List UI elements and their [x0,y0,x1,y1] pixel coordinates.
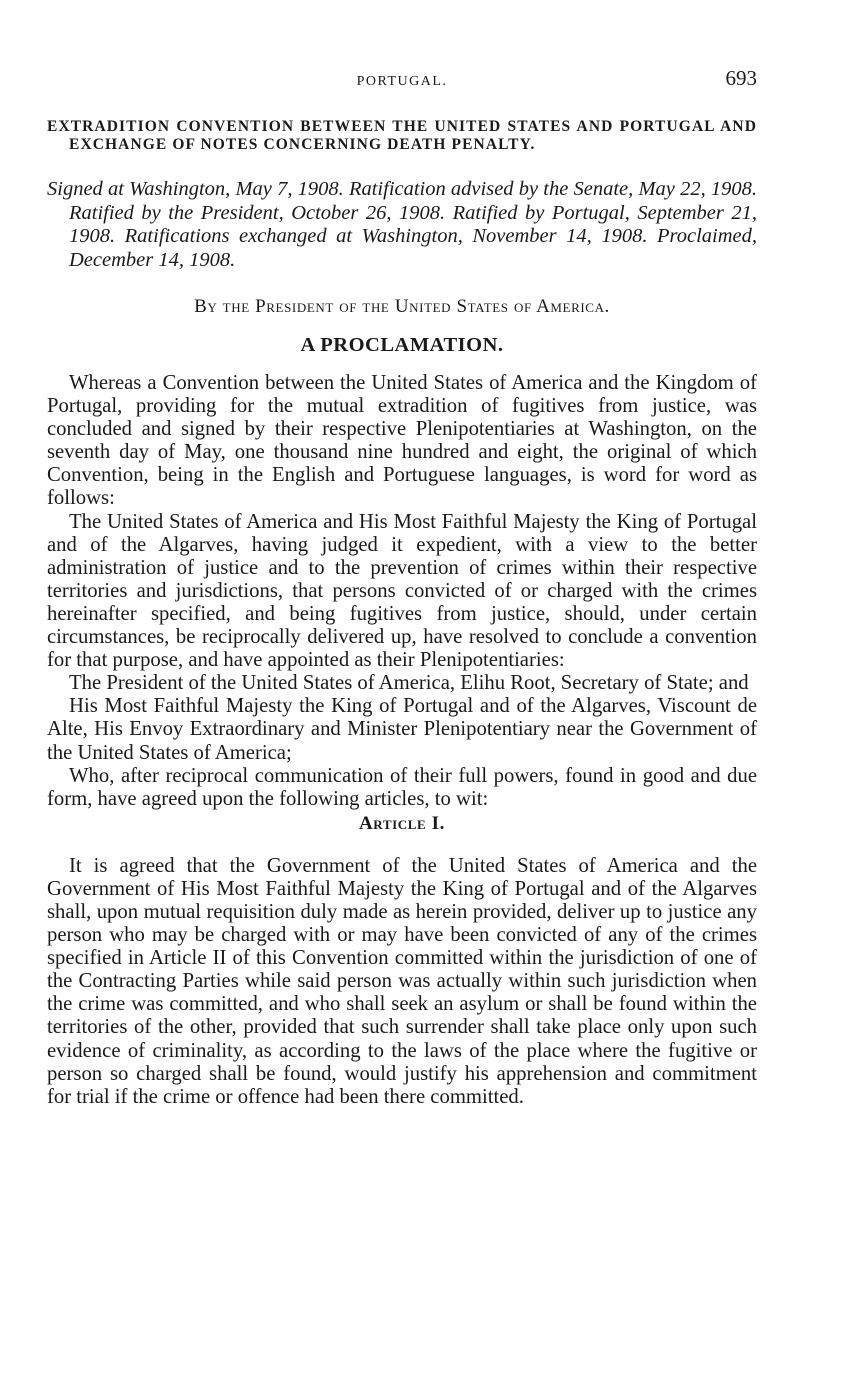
paragraph-whereas: Whereas a Convention between the United States of America and the Kingdom of Portugal, providing for the mutual extradition of fugitives from justice, was concluded and signed by their respective Plenipotentiaries at Washington, on the seventh day of May, one thousand nine hundred and eight, the original of which Convention, being in the English and Portuguese languages, is word for word as follows: [47,372,757,510]
article-1-heading: Article I. [358,812,445,834]
running-header [47,64,757,100]
paragraph-us-plenipotentiary: The President of the United States of America, Elihu Root, Secretary of State; and [69,672,749,695]
paragraph-portugal-plenipotentiary: His Most Faithful Majesty the King of Portugal and of the Algarves, Viscount de Alte, His Envoy Extraordinary and Minister Plenipotentiary near the Government of the United States of America; [47,695,757,764]
page-number: 693 [725,66,757,90]
document-title: EXTRADITION CONVENTION BETWEEN THE UNITED STATES AND PORTUGAL AND EXCHANGE OF NOTES CONCERNING DEATH PENALTY. [47,118,757,153]
dates-note: Signed at Washington, May 7, 1908. Ratification advised by the Senate, May 22, 1908. Ratified by the President, October 26, 1908. Ratified by Portugal, September 21, 1908. Ratifications exchanged at Washington, November 14, 1908. Proclaimed, December 14, 1908. [47,178,757,271]
running-title: PORTUGAL. [356,74,448,89]
paragraph-preamble: The United States of America and His Most Faithful Majesty the King of Portugal and of the Algarves, having judged it expedient, with a view to the better administration of justice and to the prevention of crimes within their respective territories and jurisdictions, that persons convicted of or charged with the crimes hereinafter specified, and being fugitives from justice, should, under certain circumstances, be reciprocally delivered up, have resolved to conclude a convention for that purpose, and have appointed as their Plenipotentiaries: [47,510,757,672]
proclamation-heading: A PROCLAMATION. [300,334,504,356]
by-the-president-line: By the President of the United States of America. [194,296,610,317]
paragraph-who-agreed: Who, after reciprocal communication of their full powers, found in good and due form, have agreed upon the following articles, to wit: [47,764,757,810]
document-page [47,64,757,1109]
article-1-text: It is agreed that the Government of the United States of America and the Government of His Most Faithful Majesty the King of Portugal and of the Algarves shall, upon mutual requisition duly made as herein provided, deliver up to justice any person who may be charged with or may have been convicted of any of the crimes specified in Article II of this Convention committed within the jurisdiction of one of the Contracting Parties while said person was actually within such jurisdiction when the crime was committed, and who shall seek an asylum or shall be found within the territories of the other, provided that such surrender shall take place only upon such evidence of criminality, as according to the laws of the place where the fugitive or person so charged shall be found, would justify his apprehension and commitment for trial if the crime or offence had been there committed. [47,854,757,1108]
proclamation-body [47,372,757,811]
